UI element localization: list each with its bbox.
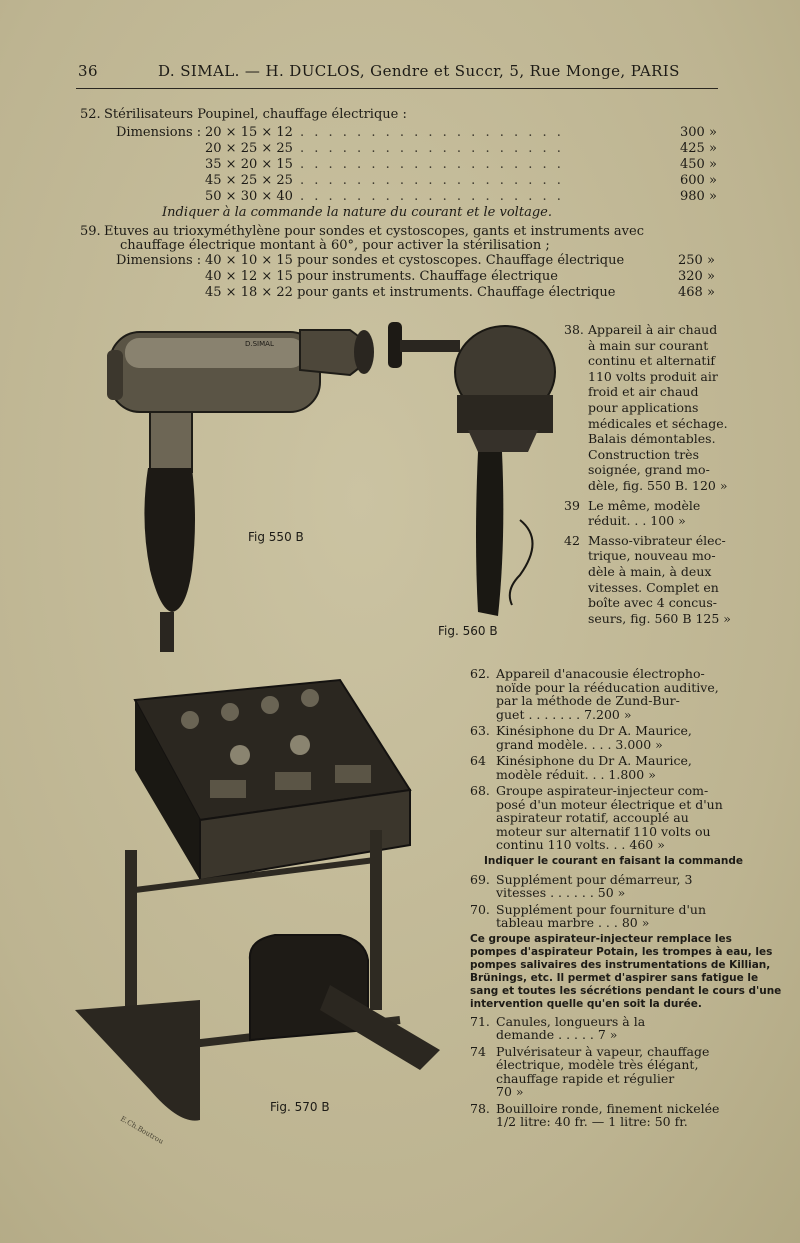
item-59-line1: Etuves au trioxyméthylène pour sondes et cystoscopes, gants et instruments avec xyxy=(104,224,645,239)
hot-air-dryer-illustration xyxy=(107,330,374,652)
item-number: 62. xyxy=(470,666,490,681)
note-68: Indiquer le courant en faisant la commande xyxy=(484,854,743,867)
item-line: Le même, modèle xyxy=(588,497,701,513)
item-line: continu et alternatif xyxy=(588,353,716,369)
item-line: moteur sur alternatif 110 volts ou xyxy=(496,823,711,839)
item-52-number: 52. xyxy=(80,107,101,122)
item-line: 110 volts produit air xyxy=(588,368,718,384)
item-59-dimension: 40 × 10 × 15 pour sondes et cystoscopes. Chauffage électrique xyxy=(205,253,625,268)
item-number: 42 xyxy=(564,532,580,548)
item-line: soignée, grand mo- xyxy=(588,462,710,478)
item-number: 68. xyxy=(470,783,490,798)
page-header-title: D. SIMAL. — H. DUCLOS, Gendre et Succr, 5, Rue Monge, PARIS xyxy=(158,62,680,80)
item-line: Appareil à air chaud xyxy=(588,322,718,337)
item-line: dèle à main, à deux xyxy=(588,564,712,579)
item-line: demande . . . . . 7 » xyxy=(496,1027,618,1042)
item-59-dimension: 45 × 18 × 22 pour gants et instruments. Chauffage électrique xyxy=(205,285,616,300)
page-number: 36 xyxy=(78,62,98,80)
item-line: Bouilloire ronde, finement nickelée xyxy=(496,1100,720,1116)
item-52-title: Stérilisateurs Poupinel, chauffage électrique : xyxy=(104,107,407,122)
item-line: grand modèle. . . . 3.000 » xyxy=(496,736,663,752)
leader-dots: . . . . . . . . . . . . . . . . . . . xyxy=(300,189,564,204)
item-59-price: 320 » xyxy=(678,269,715,284)
item-52-price: 980 » xyxy=(680,189,717,204)
item-line: posé d'un moteur électrique et d'un xyxy=(496,796,723,812)
leader-dots: . . . . . . . . . . . . . . . . . . . xyxy=(300,125,564,140)
fig-570-caption: Fig. 570 B xyxy=(270,1100,330,1114)
item-line: trique, nouveau mo- xyxy=(588,548,716,564)
item-line: Kinésiphone du Dr A. Maurice, xyxy=(496,753,692,768)
item-line: Pulvérisateur à vapeur, chauffage xyxy=(496,1043,710,1059)
item-number: 78. xyxy=(470,1100,490,1116)
item-line: Canules, longueurs à la xyxy=(496,1013,646,1029)
item-52-dimension: 20 × 25 × 25 xyxy=(205,141,293,156)
item-number: 64 xyxy=(470,753,486,768)
item-number: 69. xyxy=(470,871,490,887)
aspirator-cabinet-illustration xyxy=(75,680,440,1146)
item-line: dèle, fig. 550 B. 120 » xyxy=(588,478,728,493)
item-number: 63. xyxy=(470,723,490,738)
item-line: vitesses. Complet en xyxy=(588,579,719,595)
leader-dots: . . . . . . . . . . . . . . . . . . . xyxy=(300,141,564,156)
item-line: par la méthode de Zund-Bur- xyxy=(496,693,680,708)
note-70-line: Ce groupe aspirateur-injecteur remplace les xyxy=(470,932,732,945)
item-line: pour applications xyxy=(588,400,699,415)
item-number: 70. xyxy=(470,901,490,917)
item-number: 71. xyxy=(470,1013,490,1029)
leader-dots: . . . . . . . . . . . . . . . . . . . xyxy=(300,157,564,172)
item-line: réduit. . . 100 » xyxy=(588,513,686,529)
item-59-dimension: 40 × 12 × 15 pour instruments. Chauffage électrique xyxy=(205,269,558,284)
item-line: Appareil d'anacousie électropho- xyxy=(496,666,705,681)
item-line: Groupe aspirateur-injecteur com- xyxy=(496,783,709,798)
item-line: vitesses . . . . . . 50 » xyxy=(496,885,626,900)
note-70-line: pompes salivaires des instrumentations de Killian, xyxy=(470,958,771,971)
item-line: chauffage rapide et régulier xyxy=(496,1070,675,1086)
item-line: Supplément pour démarreur, 3 xyxy=(496,871,693,887)
note-70-line: intervention quelle qu'en soit la durée. xyxy=(470,997,702,1010)
item-52-dimension: 45 × 25 × 25 xyxy=(205,173,293,188)
item-52-dims-label: Dimensions : xyxy=(116,125,202,140)
engraver-signature: E.Ch.Boutrou xyxy=(119,1114,165,1146)
item-line: tableau marbre . . . 80 » xyxy=(496,915,650,930)
item-52-price: 450 » xyxy=(680,157,717,172)
item-line: médicales et séchage. xyxy=(588,415,728,431)
item-line: froid et air chaud xyxy=(588,384,699,400)
item-52-price: 425 » xyxy=(680,141,717,156)
item-line: Balais démontables. xyxy=(588,431,716,447)
item-number: 38. xyxy=(564,322,584,337)
item-line: à main sur courant xyxy=(588,337,709,353)
item-line: continu 110 volts. . . 460 » xyxy=(496,837,665,852)
item-line: électrique, modèle très élégant, xyxy=(496,1057,699,1072)
note-70-line: Brünings, etc. Il permet d'aspirer sans fatigue le xyxy=(470,971,759,984)
leader-dots: . . . . . . . . . . . . . . . . . . . xyxy=(300,173,564,188)
item-number: 39 xyxy=(564,497,580,513)
item-line: guet . . . . . . . 7.200 » xyxy=(496,706,632,722)
item-59-price: 250 » xyxy=(678,253,715,268)
item-line: Kinésiphone du Dr A. Maurice, xyxy=(496,723,692,738)
item-line: 1/2 litre: 40 fr. — 1 litre: 50 fr. xyxy=(496,1114,688,1129)
masso-vibrator-illustration xyxy=(388,322,555,616)
item-line: aspirateur rotatif, accouplé au xyxy=(496,810,689,825)
fig-560-caption: Fig. 560 B xyxy=(438,624,498,638)
item-59-number: 59. xyxy=(80,224,101,239)
item-52-price: 600 » xyxy=(680,173,717,188)
item-59-dims-label: Dimensions : xyxy=(116,253,202,268)
item-52-dimension: 50 × 30 × 40 xyxy=(205,189,293,204)
dryer-brand-label: D.SIMAL xyxy=(245,340,274,348)
item-line: Supplément pour fourniture d'un xyxy=(496,901,707,917)
item-line: modèle réduit. . . 1.800 » xyxy=(496,766,656,782)
item-line: boîte avec 4 concus- xyxy=(588,595,717,611)
fig-550-caption: Fig 550 B xyxy=(248,530,304,544)
item-line: Masso-vibrateur élec- xyxy=(588,532,726,548)
item-52-dimension: 20 × 15 × 12 xyxy=(205,125,293,140)
note-70-line: pompes d'aspirateur Potain, les trompes à eau, les xyxy=(470,945,773,958)
item-52-note: Indiquer à la commande la nature du courant et le voltage. xyxy=(162,205,552,220)
item-52-price: 300 » xyxy=(680,125,717,140)
item-line: 70 » xyxy=(496,1084,524,1099)
item-line: seurs, fig. 560 B 125 » xyxy=(588,610,731,626)
item-line: Construction très xyxy=(588,446,699,462)
item-59-line2: chauffage électrique montant à 60°, pour activer la stérilisation ; xyxy=(120,238,550,253)
item-59-price: 468 » xyxy=(678,285,715,300)
item-52-dimension: 35 × 20 × 15 xyxy=(205,157,293,172)
note-70-line: sang et toutes les sécrétions pendant le cours d'une xyxy=(470,984,782,997)
item-number: 74 xyxy=(470,1043,486,1059)
item-line: noïde pour la rééducation auditive, xyxy=(496,679,719,695)
